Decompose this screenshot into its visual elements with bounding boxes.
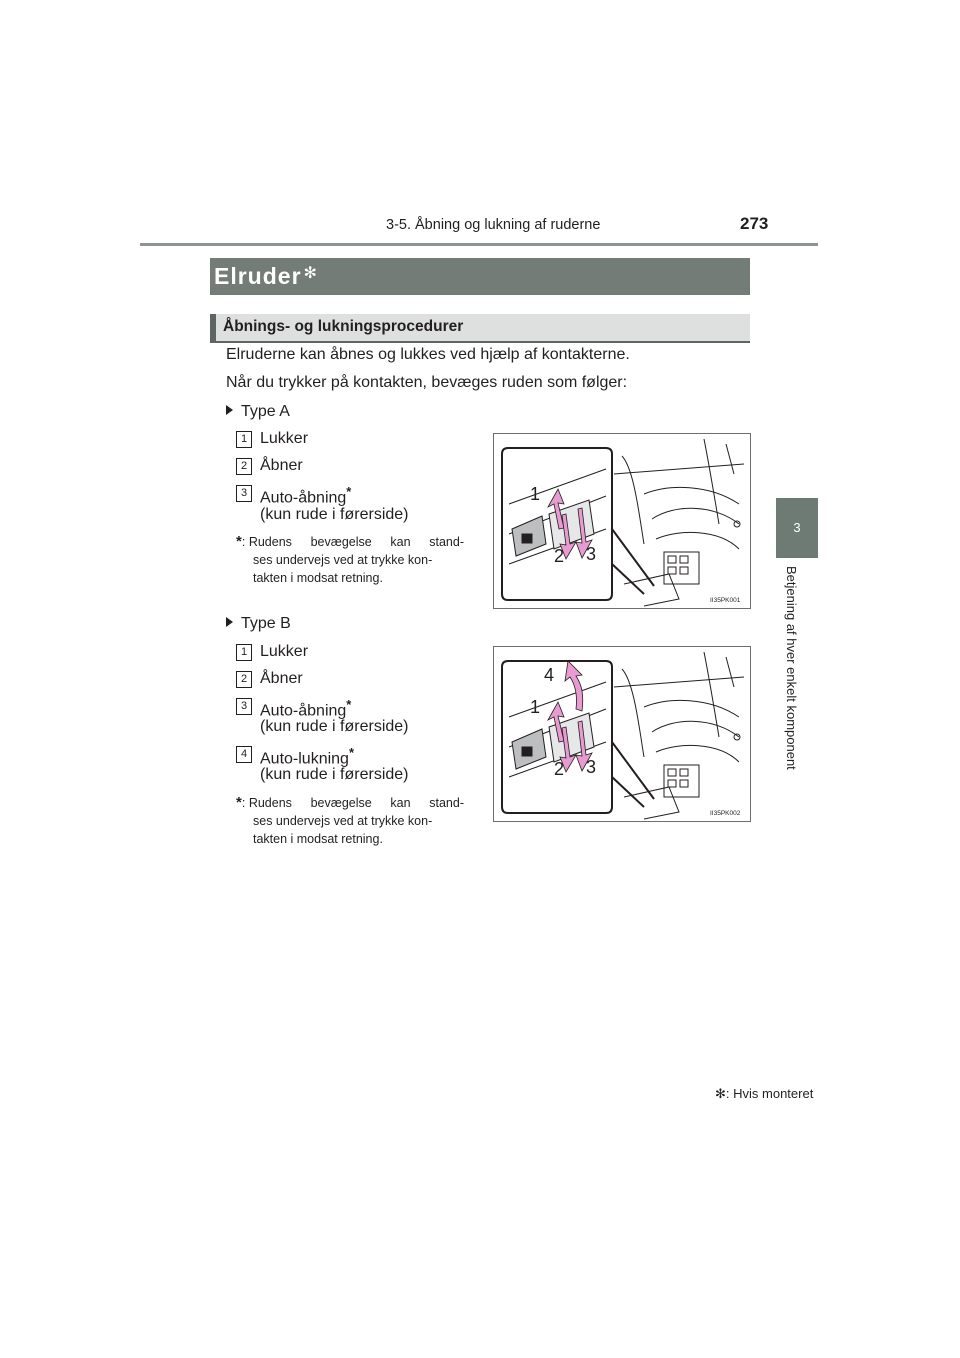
item-number-badge: 3 — [236, 485, 252, 502]
subsection-marker — [210, 314, 216, 341]
note-word: kan — [390, 535, 411, 549]
callout-1: 1 — [530, 484, 541, 504]
footnote-marker: ✻ — [715, 1086, 726, 1101]
type-b-note — [236, 794, 464, 848]
type-b-item-4-subtext: (kun rude i førerside) — [260, 766, 409, 783]
asterisk-marker: * — [346, 484, 352, 499]
type-a-heading — [226, 403, 290, 421]
asterisk-marker: * — [346, 697, 352, 712]
type-a-label: Type A — [241, 403, 290, 420]
figure-code: II35PK001 — [710, 597, 741, 604]
section-title-text: Elruder — [214, 263, 302, 289]
type-a-item-3 — [260, 484, 351, 507]
subsection-title: Åbnings- og lukningsprocedurer — [223, 318, 464, 335]
figure-type-a — [493, 433, 751, 609]
type-b-item-4 — [260, 745, 354, 768]
note-word: Rudens — [248, 796, 292, 810]
type-b-label: Type B — [241, 615, 291, 632]
section-title — [214, 263, 318, 290]
intro-line-2: Når du trykker på kontakten, bevæges ruden som følger: — [226, 374, 628, 391]
note-line-1 — [236, 533, 464, 551]
triangle-bullet-icon — [226, 405, 233, 415]
item-number-badge: 1 — [236, 431, 252, 448]
chapter-tab[interactable]: 3 — [776, 498, 818, 558]
note-word: stand- — [429, 796, 464, 810]
note-word: stand- — [429, 535, 464, 549]
header-rule — [140, 243, 818, 246]
note-lead — [236, 794, 292, 812]
item-text: Auto-lukning — [260, 750, 349, 768]
type-b-heading — [226, 615, 291, 633]
figure-code: II35PK002 — [710, 810, 741, 817]
note-word: Rudens — [248, 535, 292, 549]
footnote — [715, 1086, 813, 1102]
chapter-title-vertical: Betjening af hver enkelt komponent — [784, 566, 799, 770]
note-colon: : — [241, 535, 246, 549]
type-a-item-1: Lukker — [260, 430, 309, 447]
note-star: * — [236, 794, 242, 811]
callout-4: 4 — [544, 665, 555, 685]
type-b-item-2: Åbner — [260, 670, 303, 687]
note-line-2: ses undervejs ved at trykke kon- — [253, 553, 433, 567]
note-lead — [236, 533, 292, 551]
item-text: Auto-åbning — [260, 489, 347, 507]
item-text: Auto-åbning — [260, 702, 347, 720]
note-word: bevægelse — [310, 535, 372, 549]
note-line-3: takten i modsat retning. — [253, 571, 383, 585]
window-switch-illustration-a — [494, 434, 750, 608]
type-b-item-3 — [260, 697, 351, 720]
note-word: kan — [390, 796, 411, 810]
page-number: 273 — [740, 214, 769, 233]
intro-line-1: Elruderne kan åbnes og lukkes ved hjælp af kontakterne. — [226, 346, 630, 363]
type-a-note — [236, 533, 464, 587]
item-number-badge: 3 — [236, 698, 252, 715]
item-number-badge: 2 — [236, 671, 252, 688]
callout-2: 2 — [554, 759, 565, 779]
note-star: * — [236, 533, 242, 550]
item-number-badge: 1 — [236, 644, 252, 661]
figure-type-b — [493, 646, 751, 822]
asterisk-marker: * — [348, 745, 355, 760]
callout-1: 1 — [530, 697, 541, 717]
callout-3: 3 — [586, 544, 597, 564]
callout-2: 2 — [554, 546, 565, 566]
note-line-1 — [236, 794, 464, 812]
optional-equipment-marker: ✻ — [303, 265, 318, 282]
type-a-item-3-subtext: (kun rude i førerside) — [260, 506, 409, 523]
type-b-item-3-subtext: (kun rude i førerside) — [260, 718, 409, 735]
window-switch-illustration-b — [494, 647, 750, 821]
callout-3: 3 — [586, 757, 597, 777]
running-header-section: 3-5. Åbning og lukning af ruderne — [386, 217, 601, 233]
note-word: bevægelse — [310, 796, 372, 810]
note-line-3: takten i modsat retning. — [253, 832, 383, 846]
note-colon: : — [241, 796, 246, 810]
item-number-badge: 2 — [236, 458, 252, 475]
item-number-badge: 4 — [236, 746, 252, 763]
type-a-item-2: Åbner — [260, 457, 303, 474]
triangle-bullet-icon — [226, 617, 233, 627]
type-b-item-1: Lukker — [260, 643, 309, 660]
note-line-2: ses undervejs ved at trykke kon- — [253, 814, 433, 828]
footnote-text: : Hvis monteret — [725, 1086, 814, 1101]
